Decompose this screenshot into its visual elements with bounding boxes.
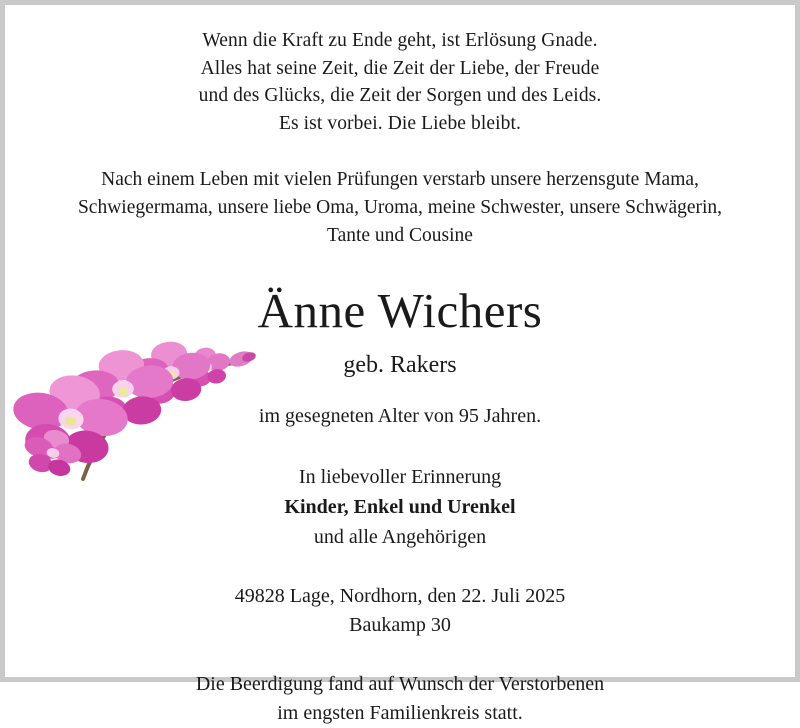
verse-line: Wenn die Kraft zu Ende geht, ist Erlösung Gnade. — [202, 30, 598, 51]
verse-block — [5, 27, 795, 138]
verse-line: Es ist vorbei. Die Liebe bleibt. — [278, 113, 522, 135]
closing-block — [5, 670, 795, 728]
intro-line: Nach einem Leben mit vielen Prüfungen verstarb unsere herzensgute Mama, — [101, 168, 699, 190]
place-line-2: Baukamp 30 — [349, 613, 451, 636]
obituary-content — [5, 5, 795, 728]
deceased-name: Änne Wichers — [257, 282, 543, 338]
memory-line-1: In liebevoller Erinnerung — [298, 465, 502, 488]
verse-line: Alles hat seine Zeit, die Zeit der Liebe, der Freude — [200, 57, 600, 79]
deceased-age-line: im gesegneten Alter von 95 Jahren. — [258, 404, 542, 427]
memory-line-3: und alle Angehörigen — [313, 525, 487, 548]
intro-line: Schwiegermama, unsere liebe Oma, Uroma, meine Schwester, unsere Schwägerin, — [77, 197, 723, 219]
closing-line: im engsten Familienkreis statt. — [277, 701, 523, 724]
intro-block — [5, 166, 795, 251]
intro-line: Tante und Cousine — [327, 225, 473, 247]
verse-line: und des Glücks, die Zeit der Sorgen und des Leids. — [198, 85, 602, 107]
deceased-maiden-name: geb. Rakers — [343, 351, 457, 378]
closing-line: Die Beerdigung fand auf Wunsch der Verstorbenen — [195, 672, 605, 695]
memory-line-2: Kinder, Enkel und Urenkel — [284, 495, 516, 518]
memory-block — [5, 462, 795, 552]
place-block — [5, 582, 795, 640]
place-line-1: 49828 Lage, Nordhorn, den 22. Juli 2025 — [234, 584, 566, 607]
